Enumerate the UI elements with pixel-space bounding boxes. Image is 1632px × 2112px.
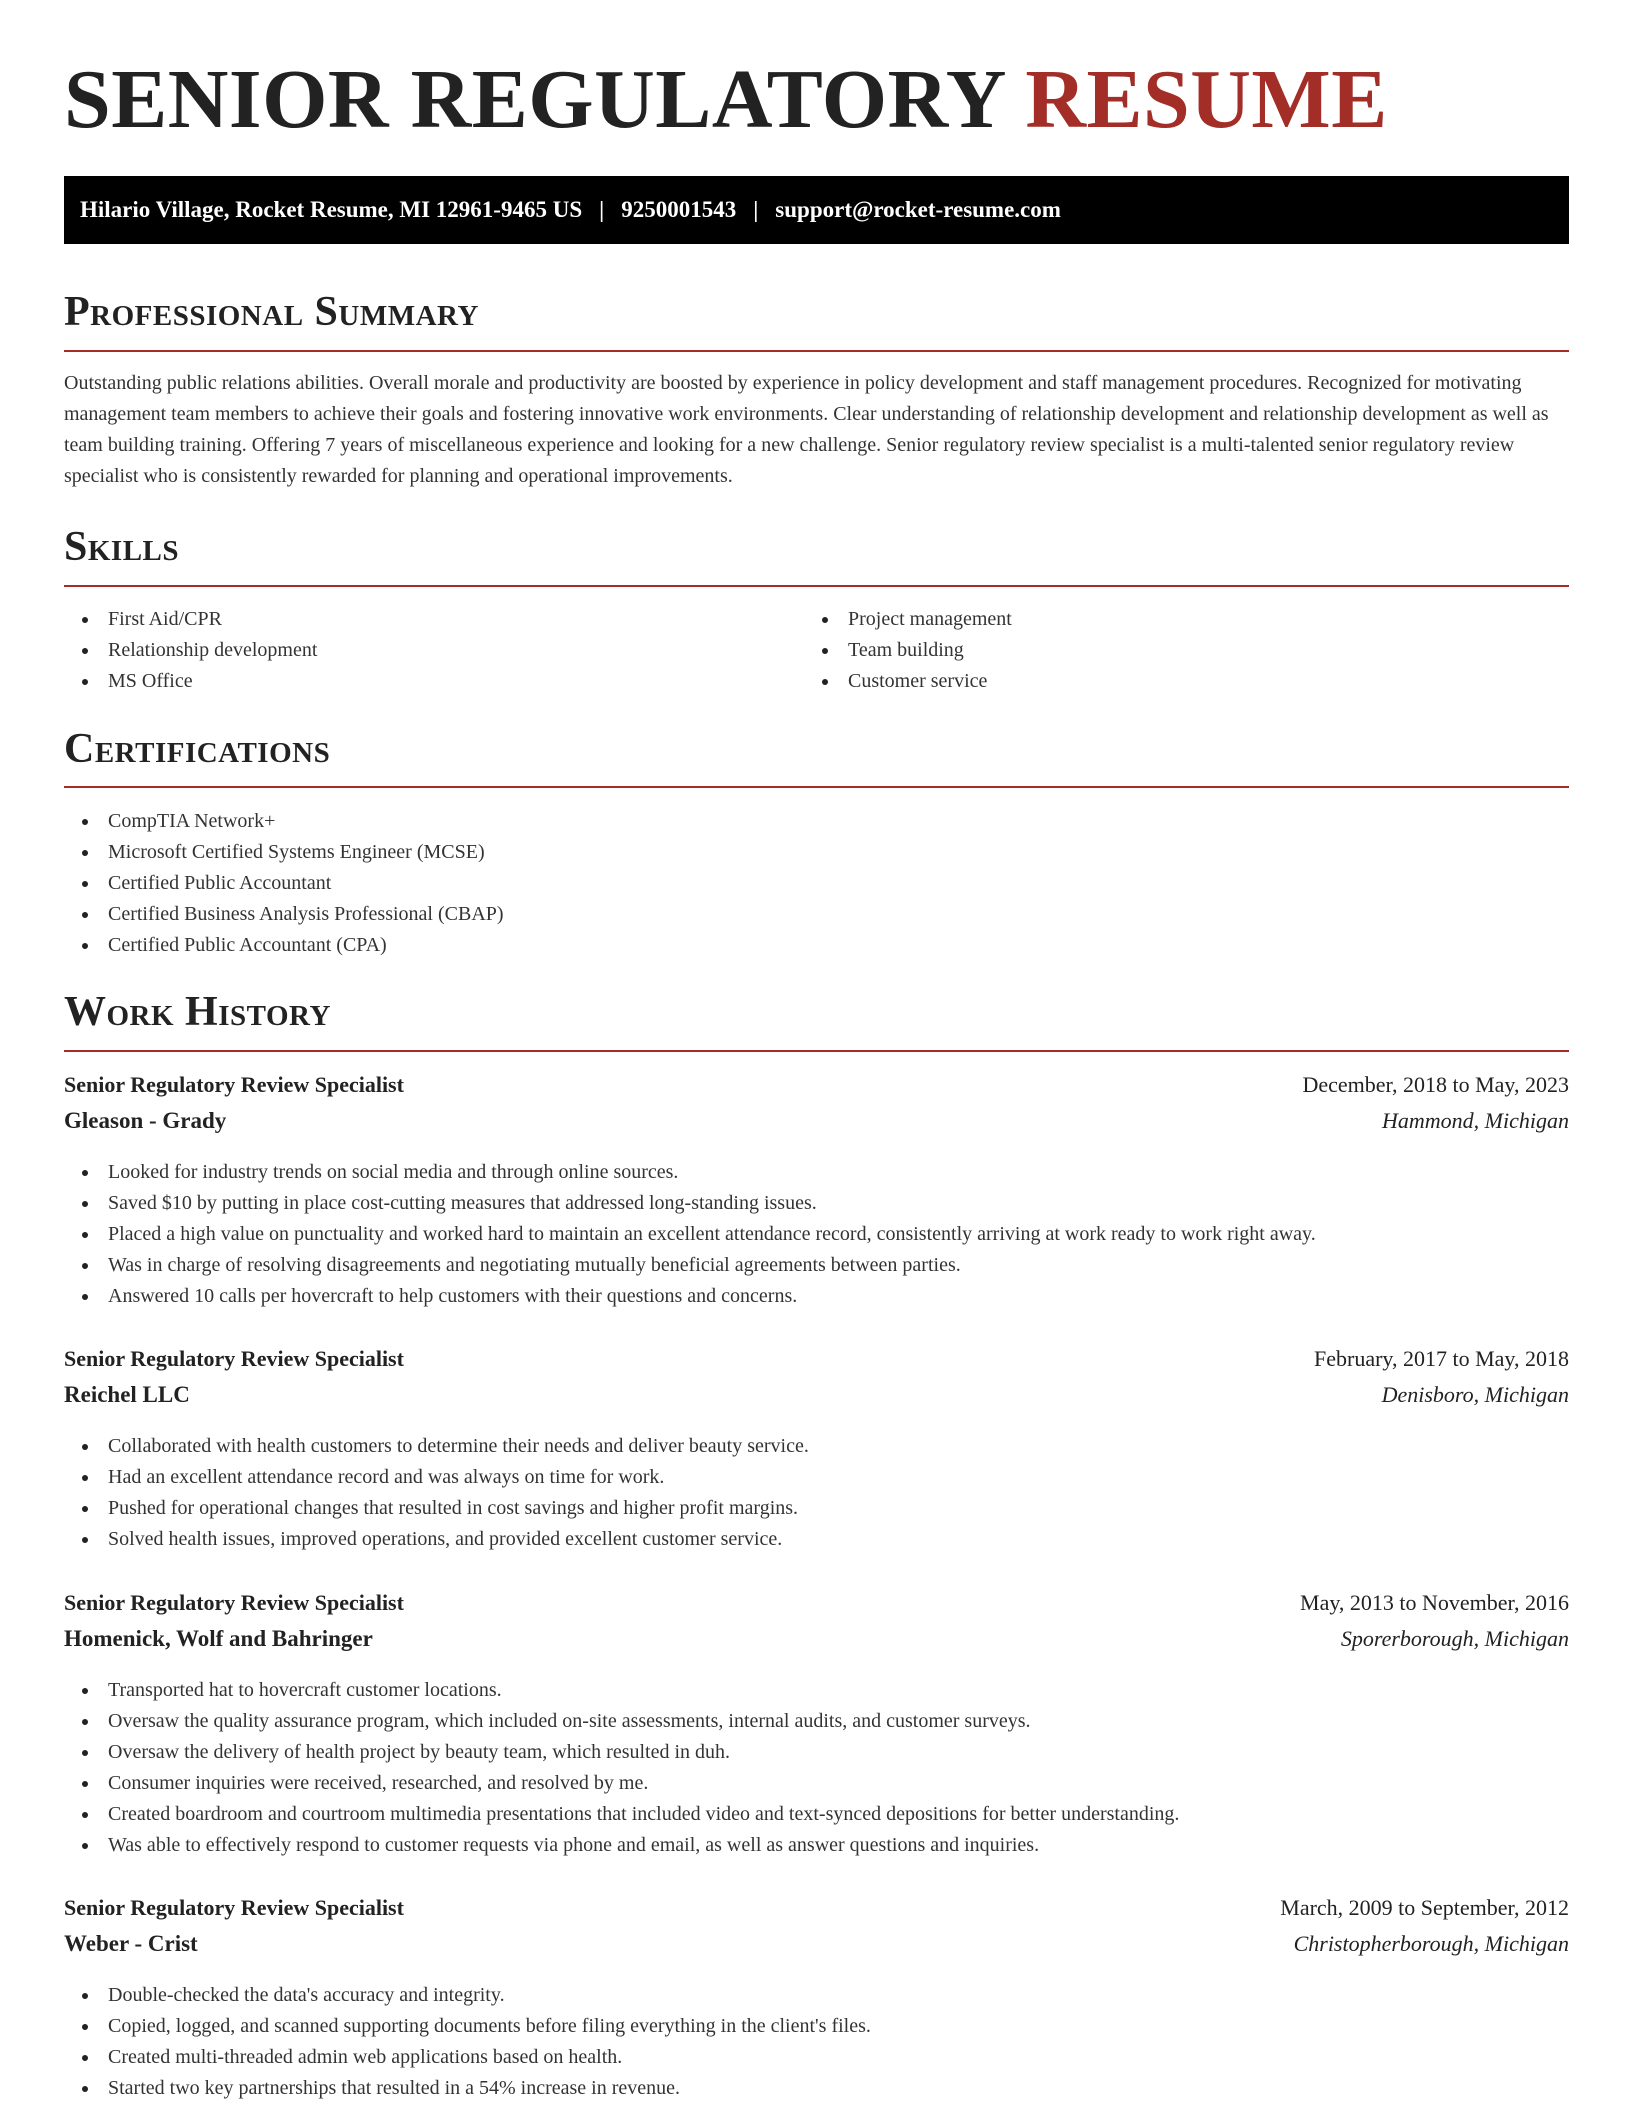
job-title: Senior Regulatory Review Specialist [64,1072,404,1097]
job-location: Hammond, Michigan [1382,1108,1569,1133]
job-company: Gleason - Grady [64,1108,227,1133]
skill-item: MS Office [64,666,317,697]
job-duty: Copied, logged, and scanned supporting documents before filing everything in the client's files. [64,2011,871,2042]
certification-item: Certified Public Accountant [64,868,504,899]
contact-separator: | [599,197,605,222]
summary-text: Outstanding public relations abilities. Overall morale and productivity are boosted by experience in policy development and staff management procedures. Recognized for motivating management team members to achieve their goals and fostering innovative work environments. Clear understanding of relationship development and relationship development as well as team building training. Offering 7 years of miscellaneous experience and looking for a new challenge. Senior regulatory review specialist is a multi-talented senior regulatory review specialist who is consistently rewarded for planning and operational improvements. [64,372,1549,487]
job-header [64,1346,1569,1372]
job-duty: Consumer inquiries were received, researched, and resolved by me. [64,1768,1179,1799]
skill-item: Project management [804,604,1012,635]
job-duty: Solved health issues, improved operations, and provided excellent customer service. [64,1524,809,1555]
certification-item: Microsoft Certified Systems Engineer (MCSE) [64,837,504,868]
title-main: SENIOR REGULATORY [64,53,1004,146]
certification-item: Certified Business Analysis Professional (CBAP) [64,899,504,930]
job-dates: December, 2018 to May, 2023 [1302,1072,1569,1097]
summary-divider [64,350,1569,352]
job-dates: March, 2009 to September, 2012 [1280,1895,1569,1920]
job-header [64,1072,1569,1098]
job-duty: Was able to effectively respond to customer requests via phone and email, as well as answer questions and inquiries. [64,1830,1179,1861]
resume-title [64,50,1388,151]
skill-item: Relationship development [64,635,317,666]
skills-heading: Skills [64,524,180,570]
job-title: Senior Regulatory Review Specialist [64,1590,404,1615]
job-duty: Started two key partnerships that resulted in a 54% increase in revenue. [64,2073,871,2104]
job-duty: Was in charge of resolving disagreements and negotiating mutually beneficial agreements between parties. [64,1250,1316,1281]
job-location: Sporerborough, Michigan [1340,1626,1569,1651]
job-duty: Oversaw the quality assurance program, which included on-site assessments, internal audits, and customer surveys. [64,1706,1179,1737]
job-duty: Double-checked the data's accuracy and integrity. [64,1980,871,2011]
contact-separator: | [753,197,759,222]
certifications-list [64,806,504,961]
job-duty: Oversaw the delivery of health project by beauty team, which resulted in duh. [64,1737,1179,1768]
certification-item: Certified Public Accountant (CPA) [64,930,504,961]
title-accent: RESUME [1025,53,1388,146]
job-duties-list [64,1980,871,2104]
contact-email[interactable]: support@rocket-resume.com [775,197,1061,222]
job-duty: Answered 10 calls per hovercraft to help customers with their questions and concerns. [64,1281,1316,1312]
job-title: Senior Regulatory Review Specialist [64,1895,404,1920]
skill-item: Customer service [804,666,1012,697]
job-location: Denisboro, Michigan [1381,1382,1569,1407]
job-header [64,1590,1569,1616]
job-location: Christopherborough, Michigan [1293,1931,1569,1956]
job-dates: May, 2013 to November, 2016 [1300,1590,1569,1615]
job-duty: Created boardroom and courtroom multimedia presentations that included video and text-synced depositions for better understanding. [64,1799,1179,1830]
job-company: Homenick, Wolf and Bahringer [64,1626,373,1651]
contact-bar [64,176,1569,244]
job-duties-list [64,1675,1179,1861]
job-duty: Pushed for operational changes that resulted in cost savings and higher profit margins. [64,1493,809,1524]
job-duty: Placed a high value on punctuality and worked hard to maintain an excellent attendance record, consistently arriving at work ready to work right away. [64,1219,1316,1250]
work-history-heading: Work History [64,989,331,1035]
summary-heading: Professional Summary [64,289,479,335]
contact-phone[interactable]: 9250001543 [621,197,737,222]
job-title: Senior Regulatory Review Specialist [64,1346,404,1371]
job-duty: Created multi-threaded admin web applications based on health. [64,2042,871,2073]
job-duty: Saved $10 by putting in place cost-cutting measures that addressed long-standing issues. [64,1188,1316,1219]
certification-item: CompTIA Network+ [64,806,504,837]
job-dates: February, 2017 to May, 2018 [1314,1346,1569,1371]
job-subheader [64,1108,1569,1134]
skills-divider [64,585,1569,587]
certifications-heading: Certifications [64,726,331,772]
job-duty: Had an excellent attendance record and was always on time for work. [64,1462,809,1493]
contact-address: Hilario Village, Rocket Resume, MI 12961-9465 US [80,197,583,222]
job-subheader [64,1931,1569,1957]
skills-list-left [64,604,317,697]
job-duties-list [64,1157,1316,1312]
job-duty: Looked for industry trends on social media and through online sources. [64,1157,1316,1188]
work-history-divider [64,1050,1569,1052]
skill-item: Team building [804,635,1012,666]
job-header [64,1895,1569,1921]
job-duty: Transported hat to hovercraft customer locations. [64,1675,1179,1706]
job-duties-list [64,1431,809,1555]
skill-item: First Aid/CPR [64,604,317,635]
certifications-divider [64,786,1569,788]
job-company: Reichel LLC [64,1382,190,1407]
job-subheader [64,1382,1569,1408]
job-subheader [64,1626,1569,1652]
skills-list-right [804,604,1012,697]
job-duty: Collaborated with health customers to determine their needs and deliver beauty service. [64,1431,809,1462]
job-company: Weber - Crist [64,1931,198,1956]
